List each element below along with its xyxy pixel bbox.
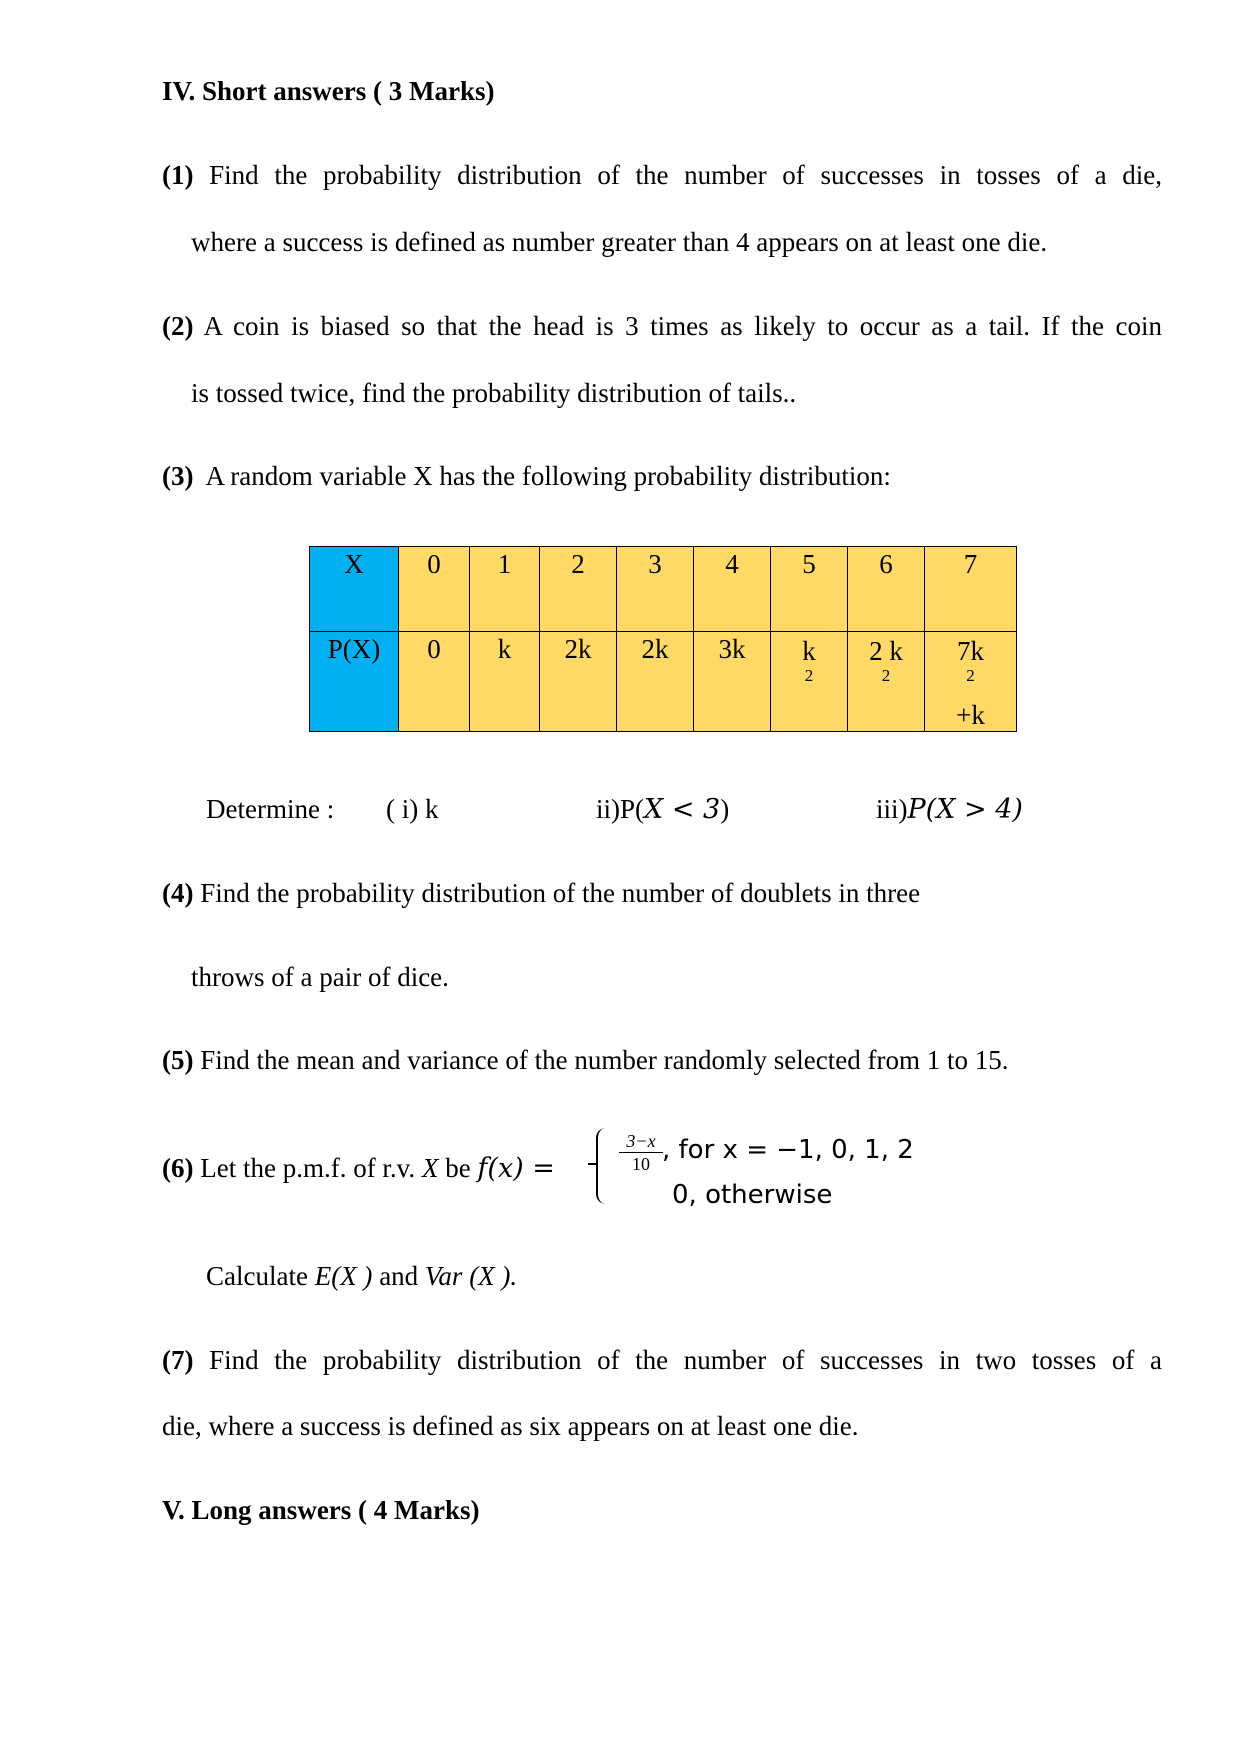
table-header-cell [310, 547, 399, 632]
x-value: 4 [725, 549, 739, 579]
p-value: 3k [718, 634, 746, 664]
table-row-x [310, 547, 1017, 632]
part-i: ( i) k [386, 794, 439, 824]
p-value [925, 632, 1016, 731]
table-cell [925, 632, 1017, 732]
piecewise-brace [596, 1128, 612, 1204]
question-6-line-1 [162, 1151, 555, 1186]
question-text: Find the probability distribution of the number of successes in tosses of a die, [209, 160, 1162, 190]
p-value [848, 632, 924, 698]
question-4-line-1 [162, 876, 920, 910]
table-cell [771, 632, 848, 732]
p-value: k [497, 634, 512, 664]
p-value: 2k [641, 634, 669, 664]
p-value: 2k [564, 634, 592, 664]
fraction-denominator: 10 [632, 1154, 650, 1174]
table-cell [771, 547, 848, 632]
part-ii-math: X < 3 [644, 794, 721, 825]
table-cell [617, 547, 694, 632]
x-value: 1 [497, 549, 512, 579]
question-2-line-1 [162, 309, 1162, 343]
table-cell [540, 632, 617, 732]
table-header-cell [310, 632, 399, 732]
row-label-px: P(X) [327, 634, 381, 664]
row-label-x: X [344, 549, 364, 579]
table-cell [540, 547, 617, 632]
x-value: 7 [963, 549, 978, 579]
table-cell [848, 632, 925, 732]
x-value: 2 [571, 549, 585, 579]
question-text: Find the mean and variance of the number randomly selected from 1 to 15. [200, 1045, 1009, 1075]
question-3-line-1 [162, 459, 891, 493]
determine-label: Determine : [206, 794, 335, 824]
fraction [619, 1130, 663, 1175]
p-value-base: 7k [957, 636, 984, 666]
superscript: 2 [804, 666, 814, 685]
question-1-line-1 [162, 158, 1162, 192]
question-number: (3) [162, 461, 194, 491]
question-7-line-2: die, where a success is defined as six appears on at least one die. [162, 1411, 859, 1441]
table-cell [399, 547, 470, 632]
part-ii [596, 792, 729, 827]
question-2-line-2: is tossed twice, find the probability distribution of tails.. [191, 378, 797, 408]
section-heading: V. Long answers ( 4 Marks) [162, 1495, 480, 1525]
variance-symbol: Var [424, 1261, 463, 1291]
x-value: 5 [802, 549, 816, 579]
table-cell [694, 547, 771, 632]
function-label: f(x) = [477, 1153, 555, 1184]
table-cell [694, 632, 771, 732]
be-text: be [445, 1153, 471, 1183]
question-text: Find the probability distribution of the number of successes in two tosses of a [209, 1345, 1163, 1375]
question-4-line-2: throws of a pair of dice. [191, 962, 449, 992]
table-cell [617, 632, 694, 732]
question-1-line-2: where a success is defined as number greater than 4 appears on at least one die. [191, 227, 1048, 257]
p-value [771, 632, 847, 698]
variance-arg: (X ). [469, 1261, 518, 1291]
x-value: 3 [648, 549, 662, 579]
table-cell [399, 632, 470, 732]
section-heading: IV. Short answers ( 3 Marks) [162, 76, 495, 106]
question-number: (7) [162, 1345, 194, 1375]
probability-table [309, 546, 1017, 732]
question-number: (6) [162, 1153, 194, 1183]
piecewise-case-2: 0, otherwise [672, 1180, 833, 1210]
question-number: (2) [162, 311, 194, 341]
part-iii [876, 792, 1023, 827]
random-variable: X [421, 1153, 439, 1183]
expectation-symbol: E [314, 1261, 332, 1291]
question-text: Let the p.m.f. of r.v. [200, 1153, 416, 1183]
superscript: 2 [881, 666, 891, 685]
question-text: A coin is biased so that the head is 3 times as likely to occur as a tail. If the coin [203, 311, 1163, 341]
question-text: Find the probability distribution of the number of doublets in three [200, 878, 921, 908]
p-value: 0 [427, 634, 441, 664]
part-ii-suffix: ) [720, 794, 730, 824]
calculate-text: Calculate [206, 1261, 308, 1291]
question-number: (5) [162, 1045, 194, 1075]
part-ii-prefix: ii)P( [596, 794, 645, 824]
expectation-arg: (X ) [331, 1261, 373, 1291]
p-value-base: 2 k [869, 636, 903, 666]
piecewise-brace-tip [588, 1163, 597, 1165]
table-cell [470, 632, 540, 732]
table-cell [470, 547, 540, 632]
x-value: 0 [427, 549, 441, 579]
question-number: (1) [162, 160, 194, 190]
part-iii-prefix: iii) [876, 794, 908, 824]
question-5-line-1 [162, 1043, 1008, 1077]
table-row-px [310, 632, 1017, 732]
question-6-line-2 [206, 1259, 517, 1293]
question-7-line-1 [162, 1343, 1162, 1377]
part-iii-math: P(X > 4) [907, 794, 1023, 825]
x-value: 6 [879, 549, 893, 579]
p-value-tail: +k [956, 700, 985, 730]
table-cell [848, 547, 925, 632]
fraction-numerator: 3−x [619, 1130, 663, 1153]
superscript: 2 [966, 666, 975, 685]
question-text: A random variable X has the following probability distribution: [205, 461, 891, 491]
piecewise-case-1: , for x = −1, 0, 1, 2 [662, 1135, 914, 1165]
and-text: and [379, 1261, 419, 1291]
p-value-base: k [802, 636, 816, 666]
table-cell [925, 547, 1017, 632]
question-number: (4) [162, 878, 194, 908]
